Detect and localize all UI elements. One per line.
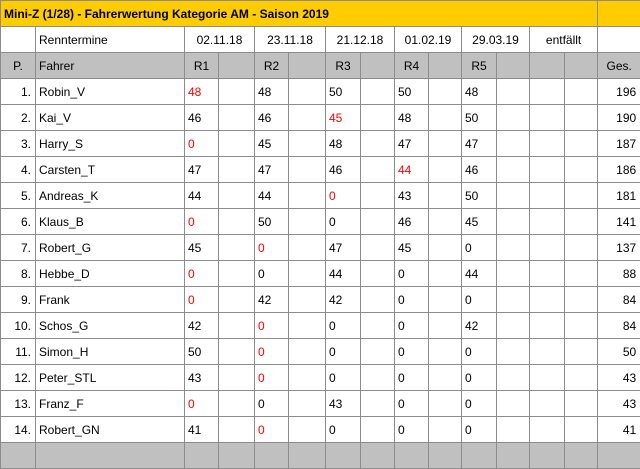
driver-cell[interactable]: Carsten_T bbox=[36, 157, 185, 183]
round-1-points-cell[interactable]: 41 bbox=[185, 417, 219, 443]
empty-cell[interactable] bbox=[530, 339, 565, 365]
race-date-3[interactable]: 21.12.18 bbox=[326, 27, 395, 53]
empty-cell[interactable] bbox=[565, 131, 598, 157]
empty-cell[interactable] bbox=[219, 287, 255, 313]
round-2-points-cell[interactable]: 42 bbox=[255, 287, 289, 313]
round-4-points-cell[interactable]: 44 bbox=[395, 157, 429, 183]
empty-cell[interactable] bbox=[497, 79, 530, 105]
empty-cell[interactable] bbox=[497, 365, 530, 391]
footer-cell[interactable] bbox=[530, 443, 565, 469]
round-1-points-cell[interactable]: 0 bbox=[185, 209, 219, 235]
footer-cell[interactable] bbox=[326, 443, 361, 469]
driver-cell[interactable]: Simon_H bbox=[36, 339, 185, 365]
empty-cell[interactable] bbox=[497, 261, 530, 287]
round-5-points-cell[interactable]: 44 bbox=[462, 261, 497, 287]
empty-cell[interactable] bbox=[565, 365, 598, 391]
header-empty[interactable] bbox=[289, 53, 326, 79]
footer-cell[interactable] bbox=[255, 443, 289, 469]
round-4-points-cell[interactable]: 0 bbox=[395, 417, 429, 443]
driver-cell[interactable]: Harry_S bbox=[36, 131, 185, 157]
header-position[interactable]: P. bbox=[1, 53, 36, 79]
header-total[interactable]: Ges. bbox=[598, 53, 640, 79]
round-1-points-cell[interactable]: 43 bbox=[185, 365, 219, 391]
round-2-points-cell[interactable]: 45 bbox=[255, 131, 289, 157]
table-row bbox=[1, 313, 640, 339]
empty-cell[interactable] bbox=[289, 287, 326, 313]
footer-cell[interactable] bbox=[565, 443, 598, 469]
empty-cell[interactable] bbox=[429, 391, 462, 417]
empty-cell[interactable] bbox=[565, 209, 598, 235]
round-1-points-cell[interactable]: 46 bbox=[185, 105, 219, 131]
position-cell[interactable]: 8. bbox=[1, 261, 36, 287]
empty-cell[interactable] bbox=[497, 183, 530, 209]
empty-cell[interactable] bbox=[429, 287, 462, 313]
empty-cell[interactable] bbox=[530, 235, 565, 261]
round-4-points-cell[interactable]: 46 bbox=[395, 209, 429, 235]
total-cell[interactable]: 190 bbox=[598, 105, 640, 131]
header-empty[interactable] bbox=[361, 53, 395, 79]
empty-cell[interactable] bbox=[565, 313, 598, 339]
empty-cell[interactable] bbox=[219, 209, 255, 235]
round-1-points-cell[interactable]: 0 bbox=[185, 261, 219, 287]
empty-cell[interactable] bbox=[219, 131, 255, 157]
empty-cell[interactable] bbox=[530, 417, 565, 443]
header-driver[interactable]: Fahrer bbox=[36, 53, 185, 79]
header-empty[interactable] bbox=[497, 53, 530, 79]
round-4-points-cell[interactable]: 0 bbox=[395, 261, 429, 287]
round-3-points-cell[interactable]: 44 bbox=[326, 261, 361, 287]
empty-cell[interactable] bbox=[361, 339, 395, 365]
empty-cell[interactable] bbox=[497, 391, 530, 417]
empty-cell[interactable] bbox=[565, 183, 598, 209]
driver-cell[interactable]: Schos_G bbox=[36, 313, 185, 339]
empty-cell[interactable] bbox=[219, 261, 255, 287]
driver-cell[interactable]: Robin_V bbox=[36, 79, 185, 105]
empty-cell[interactable] bbox=[361, 287, 395, 313]
empty-cell[interactable] bbox=[289, 235, 326, 261]
round-5-points-cell[interactable]: 0 bbox=[462, 287, 497, 313]
round-2-points-cell[interactable]: 0 bbox=[255, 339, 289, 365]
round-3-points-cell[interactable]: 0 bbox=[326, 209, 361, 235]
round-5-points-cell[interactable]: 0 bbox=[462, 365, 497, 391]
empty-cell[interactable] bbox=[429, 261, 462, 287]
empty-cell[interactable] bbox=[429, 105, 462, 131]
empty-cell[interactable] bbox=[429, 235, 462, 261]
empty-cell[interactable] bbox=[565, 261, 598, 287]
total-cell[interactable]: 137 bbox=[598, 235, 640, 261]
round-5-points-cell[interactable]: 50 bbox=[462, 183, 497, 209]
empty-cell[interactable] bbox=[361, 261, 395, 287]
round-4-points-cell[interactable]: 0 bbox=[395, 339, 429, 365]
header-r5[interactable]: R5 bbox=[462, 53, 497, 79]
footer-cell[interactable] bbox=[36, 443, 185, 469]
driver-cell[interactable]: Franz_F bbox=[36, 391, 185, 417]
table-row bbox=[1, 209, 640, 235]
position-cell[interactable]: 9. bbox=[1, 287, 36, 313]
round-4-points-cell[interactable]: 45 bbox=[395, 235, 429, 261]
empty-cell[interactable] bbox=[219, 105, 255, 131]
empty-cell[interactable] bbox=[497, 235, 530, 261]
empty-cell[interactable] bbox=[289, 339, 326, 365]
round-2-points-cell[interactable]: 0 bbox=[255, 261, 289, 287]
empty-cell[interactable] bbox=[219, 417, 255, 443]
empty-cell[interactable] bbox=[565, 339, 598, 365]
driver-cell[interactable]: Kai_V bbox=[36, 105, 185, 131]
position-cell[interactable]: 10. bbox=[1, 313, 36, 339]
round-1-points-cell[interactable]: 0 bbox=[185, 131, 219, 157]
table-row bbox=[1, 417, 640, 443]
empty-cell[interactable] bbox=[530, 365, 565, 391]
empty-cell[interactable] bbox=[565, 105, 598, 131]
empty-cell[interactable] bbox=[598, 27, 640, 53]
empty-cell[interactable] bbox=[429, 157, 462, 183]
table-row bbox=[1, 261, 640, 287]
empty-cell[interactable] bbox=[497, 209, 530, 235]
empty-cell[interactable] bbox=[530, 313, 565, 339]
empty-cell[interactable] bbox=[289, 105, 326, 131]
header-empty[interactable] bbox=[530, 53, 565, 79]
footer-cell[interactable] bbox=[395, 443, 429, 469]
empty-cell[interactable] bbox=[497, 313, 530, 339]
position-cell[interactable]: 12. bbox=[1, 365, 36, 391]
empty-cell[interactable] bbox=[530, 261, 565, 287]
empty-cell[interactable] bbox=[361, 417, 395, 443]
round-5-points-cell[interactable]: 46 bbox=[462, 157, 497, 183]
table-row bbox=[1, 157, 640, 183]
empty-cell[interactable] bbox=[219, 313, 255, 339]
race-date-5[interactable]: 29.03.19 bbox=[462, 27, 530, 53]
round-1-points-cell[interactable]: 50 bbox=[185, 339, 219, 365]
empty-cell[interactable] bbox=[219, 79, 255, 105]
empty-cell[interactable] bbox=[361, 313, 395, 339]
table-row bbox=[1, 287, 640, 313]
footer-cell[interactable] bbox=[497, 443, 530, 469]
round-5-points-cell[interactable]: 0 bbox=[462, 339, 497, 365]
empty-cell[interactable] bbox=[565, 287, 598, 313]
footer-cell[interactable] bbox=[598, 443, 640, 469]
header-empty[interactable] bbox=[429, 53, 462, 79]
footer-cell[interactable] bbox=[1, 443, 36, 469]
round-5-points-cell[interactable]: 50 bbox=[462, 105, 497, 131]
table-row bbox=[1, 235, 640, 261]
round-2-points-cell[interactable]: 0 bbox=[255, 391, 289, 417]
empty-cell[interactable] bbox=[289, 183, 326, 209]
empty-cell[interactable] bbox=[289, 157, 326, 183]
position-cell[interactable]: 6. bbox=[1, 209, 36, 235]
round-2-points-cell[interactable]: 0 bbox=[255, 313, 289, 339]
round-1-points-cell[interactable]: 44 bbox=[185, 183, 219, 209]
race-date-1[interactable]: 02.11.18 bbox=[185, 27, 255, 53]
empty-cell[interactable] bbox=[289, 313, 326, 339]
empty-cell[interactable] bbox=[289, 261, 326, 287]
empty-cell[interactable] bbox=[497, 287, 530, 313]
race-date-2[interactable]: 23.11.18 bbox=[255, 27, 326, 53]
empty-cell[interactable] bbox=[289, 391, 326, 417]
round-2-points-cell[interactable]: 44 bbox=[255, 183, 289, 209]
empty-cell[interactable] bbox=[565, 391, 598, 417]
empty-cell[interactable] bbox=[429, 365, 462, 391]
position-cell[interactable]: 7. bbox=[1, 235, 36, 261]
empty-cell[interactable] bbox=[429, 339, 462, 365]
total-cell[interactable]: 84 bbox=[598, 287, 640, 313]
header-empty[interactable] bbox=[565, 53, 598, 79]
empty-cell[interactable] bbox=[565, 235, 598, 261]
driver-cell[interactable]: Robert_GN bbox=[36, 417, 185, 443]
empty-cell[interactable] bbox=[361, 157, 395, 183]
header-empty[interactable] bbox=[219, 53, 255, 79]
total-cell[interactable]: 50 bbox=[598, 339, 640, 365]
empty-cell[interactable] bbox=[530, 79, 565, 105]
total-cell[interactable]: 181 bbox=[598, 183, 640, 209]
empty-cell[interactable] bbox=[361, 79, 395, 105]
round-3-points-cell[interactable]: 48 bbox=[326, 131, 361, 157]
round-2-points-cell[interactable]: 0 bbox=[255, 235, 289, 261]
table-row bbox=[1, 183, 640, 209]
table-row bbox=[1, 339, 640, 365]
empty-cell[interactable] bbox=[565, 417, 598, 443]
table-row bbox=[1, 365, 640, 391]
driver-cell[interactable]: Frank bbox=[36, 287, 185, 313]
round-2-points-cell[interactable]: 0 bbox=[255, 417, 289, 443]
position-cell[interactable]: 1. bbox=[1, 79, 36, 105]
round-1-points-cell[interactable]: 0 bbox=[185, 287, 219, 313]
driver-cell[interactable]: Robert_G bbox=[36, 235, 185, 261]
driver-cell[interactable]: Klaus_B bbox=[36, 209, 185, 235]
round-4-points-cell[interactable]: 0 bbox=[395, 365, 429, 391]
footer-cell[interactable] bbox=[185, 443, 219, 469]
empty-cell[interactable] bbox=[219, 183, 255, 209]
driver-cell[interactable]: Peter_STL bbox=[36, 365, 185, 391]
race-date-6[interactable]: entfällt bbox=[530, 27, 598, 53]
round-3-points-cell[interactable]: 50 bbox=[326, 79, 361, 105]
empty-cell[interactable] bbox=[219, 391, 255, 417]
round-5-points-cell[interactable]: 48 bbox=[462, 79, 497, 105]
empty-cell[interactable] bbox=[530, 131, 565, 157]
round-3-points-cell[interactable]: 0 bbox=[326, 183, 361, 209]
total-cell[interactable]: 43 bbox=[598, 365, 640, 391]
empty-cell[interactable] bbox=[497, 417, 530, 443]
round-4-points-cell[interactable]: 47 bbox=[395, 131, 429, 157]
empty-cell[interactable] bbox=[429, 313, 462, 339]
round-3-points-cell[interactable]: 0 bbox=[326, 365, 361, 391]
round-1-points-cell[interactable]: 0 bbox=[185, 391, 219, 417]
race-date-4[interactable]: 01.02.19 bbox=[395, 27, 462, 53]
round-5-points-cell[interactable]: 0 bbox=[462, 235, 497, 261]
round-3-points-cell[interactable]: 46 bbox=[326, 157, 361, 183]
empty-cell[interactable] bbox=[361, 183, 395, 209]
empty-cell[interactable] bbox=[497, 339, 530, 365]
round-5-points-cell[interactable]: 42 bbox=[462, 313, 497, 339]
total-cell[interactable]: 141 bbox=[598, 209, 640, 235]
position-cell[interactable]: 11. bbox=[1, 339, 36, 365]
position-cell[interactable]: 14. bbox=[1, 417, 36, 443]
column-header-row bbox=[1, 53, 640, 79]
total-cell[interactable]: 187 bbox=[598, 131, 640, 157]
empty-cell[interactable] bbox=[289, 79, 326, 105]
footer-row bbox=[1, 443, 640, 469]
empty-cell[interactable] bbox=[361, 131, 395, 157]
footer-cell[interactable] bbox=[462, 443, 497, 469]
title-row bbox=[1, 1, 640, 27]
empty-cell[interactable] bbox=[530, 105, 565, 131]
empty-cell[interactable] bbox=[530, 391, 565, 417]
empty-cell[interactable] bbox=[219, 339, 255, 365]
round-5-points-cell[interactable]: 0 bbox=[462, 391, 497, 417]
round-1-points-cell[interactable]: 47 bbox=[185, 157, 219, 183]
footer-cell[interactable] bbox=[361, 443, 395, 469]
round-4-points-cell[interactable]: 0 bbox=[395, 391, 429, 417]
empty-cell[interactable] bbox=[219, 157, 255, 183]
round-3-points-cell[interactable]: 47 bbox=[326, 235, 361, 261]
round-4-points-cell[interactable]: 0 bbox=[395, 287, 429, 313]
empty-cell[interactable] bbox=[361, 365, 395, 391]
table-row bbox=[1, 105, 640, 131]
total-cell[interactable]: 43 bbox=[598, 391, 640, 417]
round-3-points-cell[interactable]: 0 bbox=[326, 339, 361, 365]
race-dates-row bbox=[1, 27, 640, 53]
driver-cell[interactable]: Andreas_K bbox=[36, 183, 185, 209]
round-3-points-cell[interactable]: 42 bbox=[326, 287, 361, 313]
header-r2[interactable]: R2 bbox=[255, 53, 289, 79]
empty-cell[interactable] bbox=[289, 131, 326, 157]
empty-cell[interactable] bbox=[219, 235, 255, 261]
empty-cell[interactable] bbox=[497, 157, 530, 183]
total-cell[interactable]: 196 bbox=[598, 79, 640, 105]
round-2-points-cell[interactable]: 48 bbox=[255, 79, 289, 105]
round-4-points-cell[interactable]: 48 bbox=[395, 105, 429, 131]
sheet-title[interactable]: Mini-Z (1/28) - Fahrerwertung Kategorie AM - Saison 2019 bbox=[1, 1, 598, 27]
empty-cell[interactable] bbox=[565, 157, 598, 183]
round-5-points-cell[interactable]: 47 bbox=[462, 131, 497, 157]
footer-cell[interactable] bbox=[289, 443, 326, 469]
total-cell[interactable]: 41 bbox=[598, 417, 640, 443]
round-1-points-cell[interactable]: 42 bbox=[185, 313, 219, 339]
round-1-points-cell[interactable]: 48 bbox=[185, 79, 219, 105]
empty-cell[interactable] bbox=[429, 417, 462, 443]
title-empty-cell[interactable] bbox=[598, 1, 640, 27]
round-5-points-cell[interactable]: 0 bbox=[462, 417, 497, 443]
driver-cell[interactable]: Hebbe_D bbox=[36, 261, 185, 287]
position-cell[interactable]: 3. bbox=[1, 131, 36, 157]
empty-cell[interactable] bbox=[361, 105, 395, 131]
empty-cell[interactable] bbox=[361, 391, 395, 417]
empty-cell[interactable] bbox=[429, 131, 462, 157]
table-row bbox=[1, 391, 640, 417]
empty-cell[interactable] bbox=[497, 105, 530, 131]
position-cell[interactable]: 4. bbox=[1, 157, 36, 183]
empty-cell[interactable] bbox=[289, 209, 326, 235]
table-row bbox=[1, 79, 640, 105]
empty-cell[interactable] bbox=[530, 209, 565, 235]
empty-cell[interactable] bbox=[361, 209, 395, 235]
table-row bbox=[1, 131, 640, 157]
empty-cell[interactable] bbox=[497, 131, 530, 157]
empty-cell[interactable] bbox=[289, 417, 326, 443]
round-2-points-cell[interactable]: 0 bbox=[255, 365, 289, 391]
round-2-points-cell[interactable]: 46 bbox=[255, 105, 289, 131]
empty-cell[interactable] bbox=[429, 183, 462, 209]
round-4-points-cell[interactable]: 0 bbox=[395, 313, 429, 339]
round-3-points-cell[interactable]: 43 bbox=[326, 391, 361, 417]
position-cell[interactable]: 13. bbox=[1, 391, 36, 417]
header-r3[interactable]: R3 bbox=[326, 53, 361, 79]
total-cell[interactable]: 186 bbox=[598, 157, 640, 183]
empty-cell[interactable] bbox=[530, 183, 565, 209]
round-3-points-cell[interactable]: 0 bbox=[326, 313, 361, 339]
empty-cell[interactable] bbox=[565, 79, 598, 105]
empty-cell[interactable] bbox=[219, 365, 255, 391]
footer-cell[interactable] bbox=[429, 443, 462, 469]
empty-cell[interactable] bbox=[289, 365, 326, 391]
empty-cell[interactable] bbox=[429, 209, 462, 235]
header-r4[interactable]: R4 bbox=[395, 53, 429, 79]
round-4-points-cell[interactable]: 50 bbox=[395, 79, 429, 105]
empty-cell[interactable] bbox=[530, 287, 565, 313]
total-cell[interactable]: 84 bbox=[598, 313, 640, 339]
empty-cell[interactable] bbox=[429, 79, 462, 105]
empty-cell[interactable] bbox=[361, 235, 395, 261]
footer-cell[interactable] bbox=[219, 443, 255, 469]
position-cell[interactable]: 5. bbox=[1, 183, 36, 209]
total-cell[interactable]: 88 bbox=[598, 261, 640, 287]
round-3-points-cell[interactable]: 0 bbox=[326, 417, 361, 443]
header-r1[interactable]: R1 bbox=[185, 53, 219, 79]
round-3-points-cell[interactable]: 45 bbox=[326, 105, 361, 131]
round-1-points-cell[interactable]: 45 bbox=[185, 235, 219, 261]
position-cell[interactable]: 2. bbox=[1, 105, 36, 131]
race-dates-label[interactable]: Renntermine bbox=[36, 27, 185, 53]
round-2-points-cell[interactable]: 50 bbox=[255, 209, 289, 235]
empty-cell[interactable] bbox=[1, 27, 36, 53]
round-4-points-cell[interactable]: 43 bbox=[395, 183, 429, 209]
empty-cell[interactable] bbox=[530, 157, 565, 183]
round-2-points-cell[interactable]: 47 bbox=[255, 157, 289, 183]
round-5-points-cell[interactable]: 45 bbox=[462, 209, 497, 235]
